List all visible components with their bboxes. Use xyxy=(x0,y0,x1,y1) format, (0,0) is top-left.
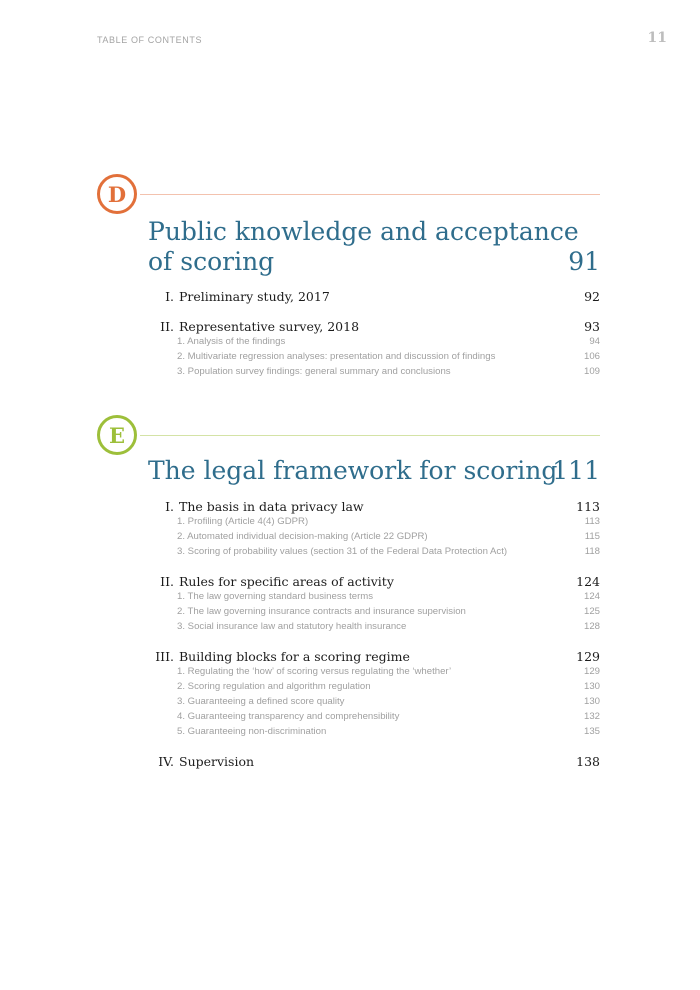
subsection-title: 1. Analysis of the findings xyxy=(177,336,286,347)
subsection-title: 2. Multivariate regression analyses: presentation and discussion of findings xyxy=(177,351,496,362)
subsection-page-number: 106 xyxy=(583,351,600,362)
part-d-page: 91 xyxy=(568,247,600,276)
subsection-title: 3. Population survey findings: general summary and conclusions xyxy=(177,366,451,377)
chapter-page-number: 93 xyxy=(584,319,600,334)
toc-chapter-entry[interactable] xyxy=(148,649,600,664)
toc-subsection-entry[interactable] xyxy=(148,589,600,604)
toc-subsection-entry[interactable] xyxy=(148,694,600,709)
part-d-title xyxy=(148,217,600,277)
chapter-page-number: 124 xyxy=(576,574,600,589)
part-e-title xyxy=(148,456,600,486)
toc-subsection-entry[interactable] xyxy=(148,619,600,634)
chapter-roman-numeral: IV. xyxy=(158,754,174,769)
chapter-gap xyxy=(148,634,600,649)
chapter-roman-numeral: I. xyxy=(165,499,174,514)
toc-subsection-entry[interactable] xyxy=(148,364,600,379)
toc-chapter-entry[interactable] xyxy=(148,499,600,514)
subsection-page-number: 113 xyxy=(584,516,600,527)
subsection-title: 3. Scoring of probability values (section 31 of the Federal Data Protection Act) xyxy=(177,546,508,557)
chapter-gap xyxy=(148,559,600,574)
chapter-roman-numeral: II. xyxy=(160,574,174,589)
part-e-title-text: The legal framework for scoring xyxy=(148,456,558,485)
subsection-page-number: 129 xyxy=(583,666,600,677)
part-d-toc xyxy=(148,289,600,379)
chapter-gap xyxy=(148,304,600,319)
toc-chapter-entry[interactable] xyxy=(148,319,600,334)
subsection-title: 2. Automated individual decision-making (Article 22 GDPR) xyxy=(177,531,428,542)
toc-chapter-entry[interactable] xyxy=(148,754,600,769)
subsection-page-number: 109 xyxy=(583,366,600,377)
toc-subsection-entry[interactable] xyxy=(148,724,600,739)
subsection-title: 2. Scoring regulation and algorithm regulation xyxy=(177,681,371,692)
subsection-page-number: 135 xyxy=(583,726,600,737)
subsection-title: 3. Guaranteeing a defined score quality xyxy=(177,696,345,707)
chapter-page-number: 92 xyxy=(584,289,600,304)
part-d-title-line1: Public knowledge and acceptance xyxy=(148,217,579,246)
toc-subsection-entry[interactable] xyxy=(148,529,600,544)
chapter-title: Supervision xyxy=(179,754,255,769)
toc-subsection-entry[interactable] xyxy=(148,334,600,349)
part-e-badge: E xyxy=(97,415,137,455)
chapter-title: Preliminary study, 2017 xyxy=(179,289,330,304)
toc-chapter-entry[interactable] xyxy=(148,574,600,589)
part-e-page: 111 xyxy=(552,456,600,485)
subsection-title: 3. Social insurance law and statutory health insurance xyxy=(177,621,407,632)
chapter-gap xyxy=(148,739,600,754)
toc-subsection-entry[interactable] xyxy=(148,679,600,694)
toc-subsection-entry[interactable] xyxy=(148,514,600,529)
part-e-rule xyxy=(140,435,600,436)
subsection-page-number: 130 xyxy=(583,696,600,707)
subsection-title: 1. Profiling (Article 4(4) GDPR) xyxy=(177,516,309,527)
toc-subsection-entry[interactable] xyxy=(148,349,600,364)
subsection-title: 1. Regulating the ‘how’ of scoring versus regulating the ‘whether’ xyxy=(177,666,452,677)
part-d-rule xyxy=(140,194,600,195)
subsection-page-number: 94 xyxy=(589,336,600,347)
toc-chapter-entry[interactable] xyxy=(148,289,600,304)
chapter-title: Representative survey, 2018 xyxy=(179,319,360,334)
page-number: 11 xyxy=(647,30,667,46)
subsection-page-number: 130 xyxy=(583,681,600,692)
subsection-page-number: 115 xyxy=(584,531,600,542)
toc-subsection-entry[interactable] xyxy=(148,664,600,679)
chapter-title: Building blocks for a scoring regime xyxy=(179,649,410,664)
subsection-page-number: 118 xyxy=(584,546,600,557)
subsection-title: 1. The law governing standard business terms xyxy=(177,591,374,602)
chapter-page-number: 113 xyxy=(576,499,600,514)
subsection-title: 5. Guaranteeing non-discrimination xyxy=(177,726,327,737)
chapter-page-number: 138 xyxy=(576,754,600,769)
toc-subsection-entry[interactable] xyxy=(148,604,600,619)
subsection-page-number: 132 xyxy=(583,711,600,722)
chapter-title: Rules for specific areas of activity xyxy=(179,574,394,589)
subsection-title: 4. Guaranteeing transparency and comprehensibility xyxy=(177,711,400,722)
chapter-title: The basis in data privacy law xyxy=(179,499,364,514)
subsection-title: 2. The law governing insurance contracts and insurance supervision xyxy=(177,606,466,617)
chapter-roman-numeral: I. xyxy=(165,289,174,304)
part-d-badge: D xyxy=(97,174,137,214)
chapter-roman-numeral: II. xyxy=(160,319,174,334)
part-e-toc xyxy=(148,499,600,769)
running-head: TABLE OF CONTENTS xyxy=(97,35,203,45)
toc-subsection-entry[interactable] xyxy=(148,709,600,724)
subsection-page-number: 124 xyxy=(583,591,600,602)
subsection-page-number: 125 xyxy=(583,606,600,617)
part-d-title-line2: of scoring xyxy=(148,247,275,276)
chapter-page-number: 129 xyxy=(576,649,600,664)
chapter-roman-numeral: III. xyxy=(155,649,174,664)
subsection-page-number: 128 xyxy=(583,621,600,632)
toc-subsection-entry[interactable] xyxy=(148,544,600,559)
